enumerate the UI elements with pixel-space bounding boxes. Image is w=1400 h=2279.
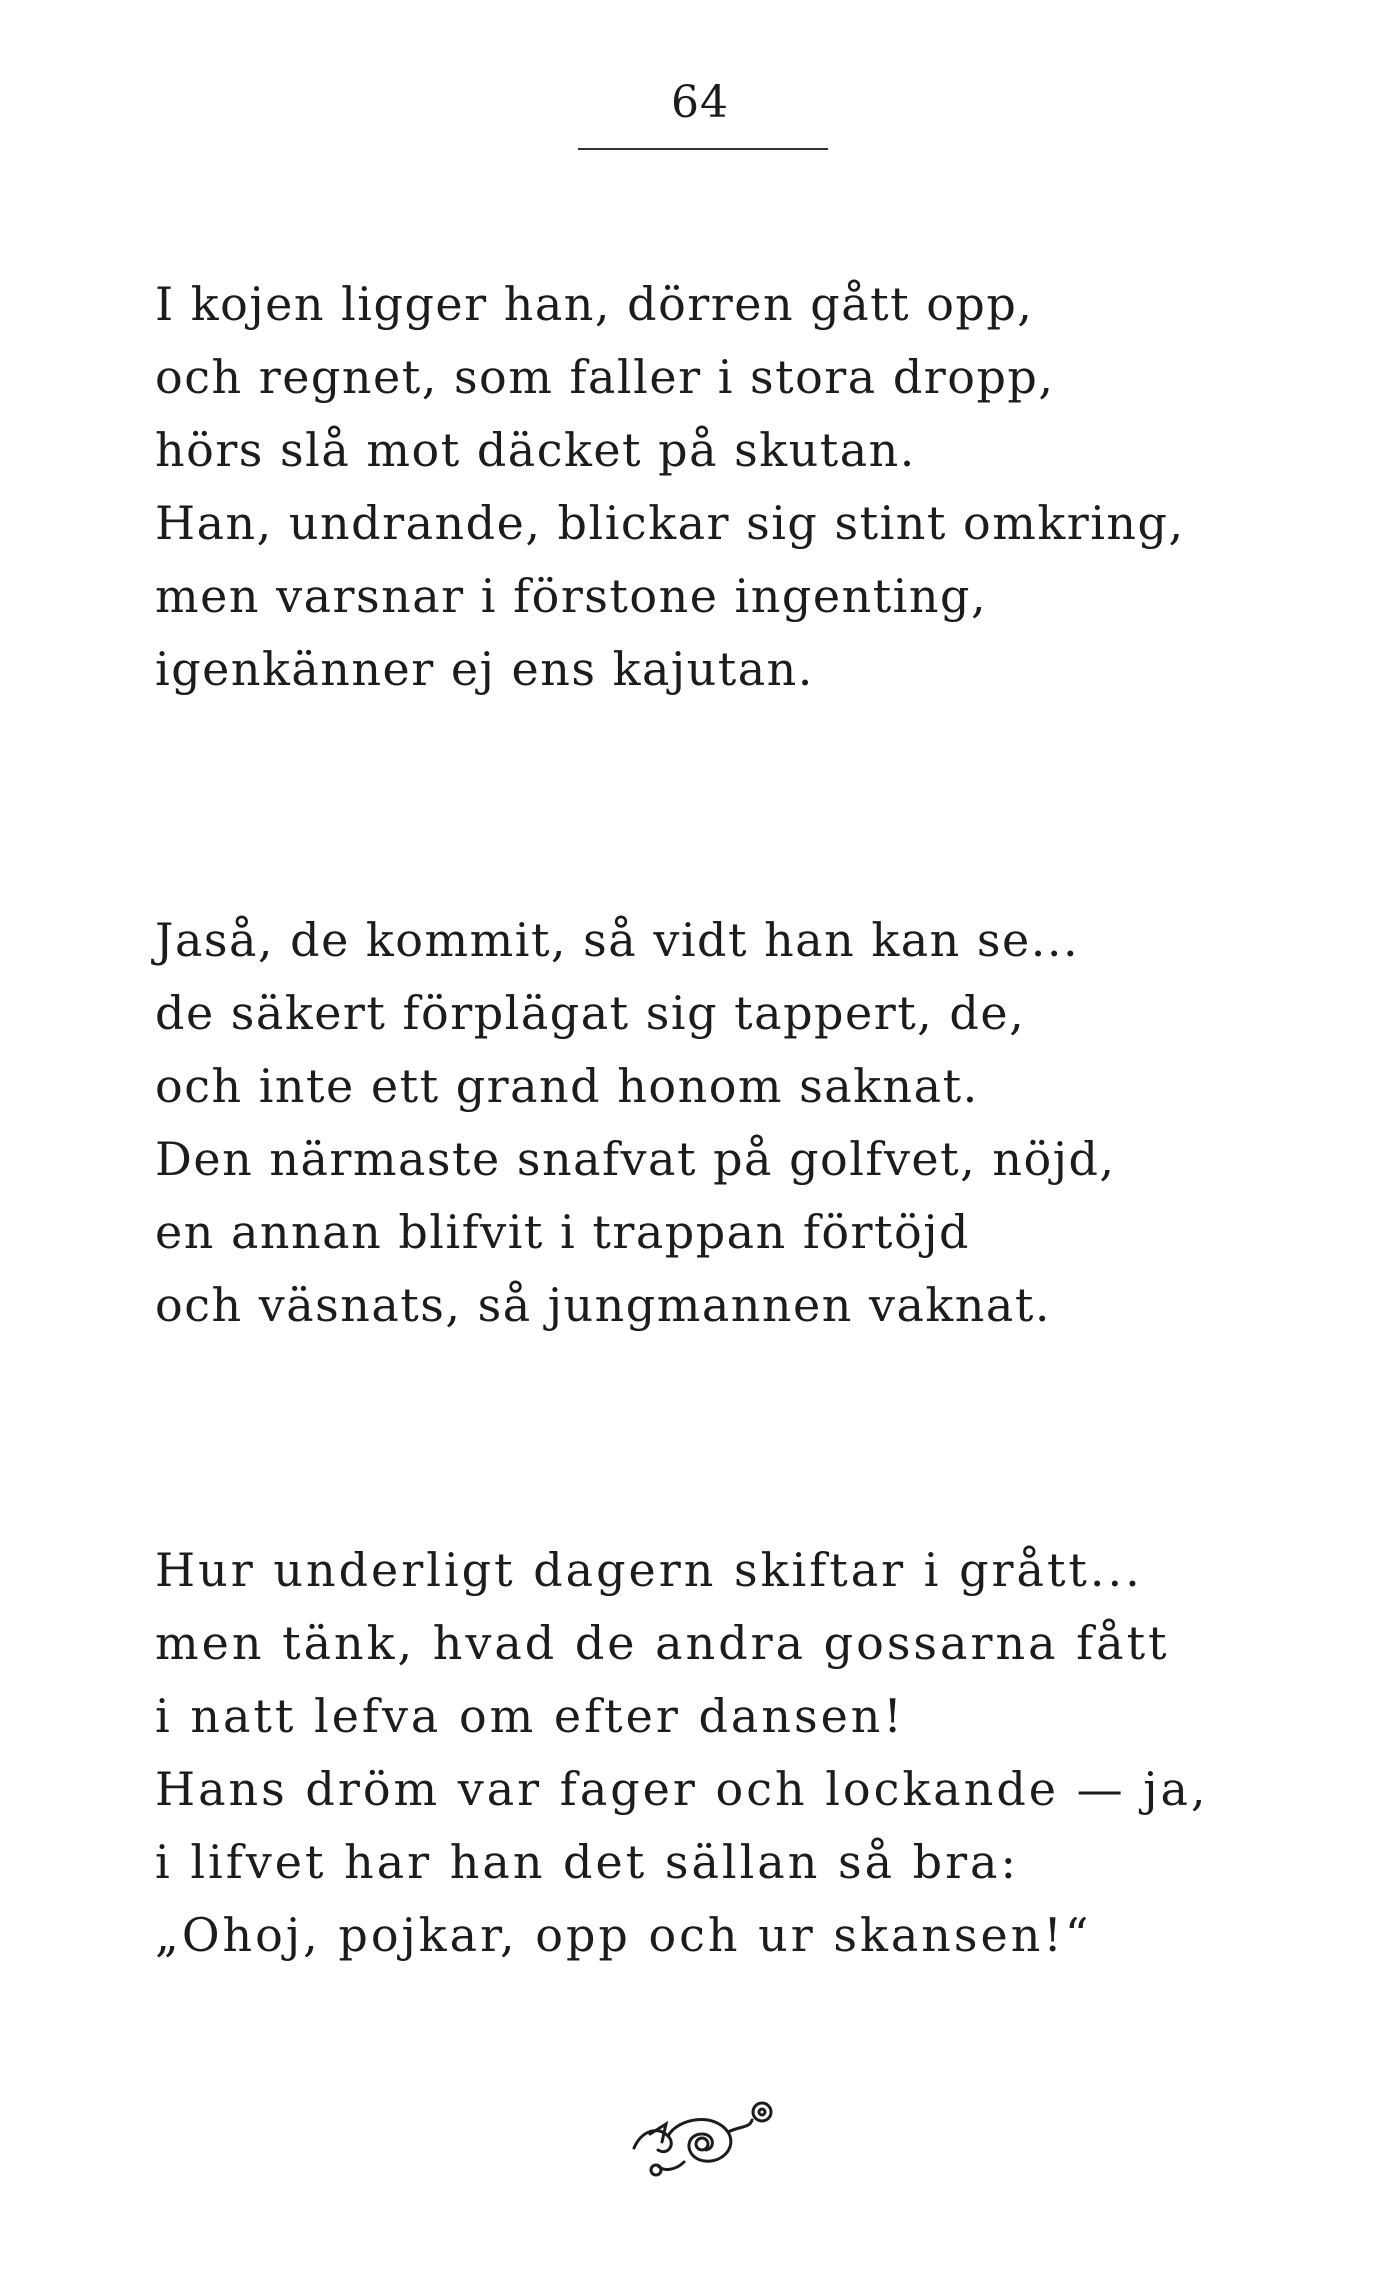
header-rule — [578, 148, 828, 150]
flourish-ornament-icon — [628, 2090, 788, 2180]
verse-line: Han, undrande, blickar sig stint omkring, — [155, 496, 1185, 550]
stanza-2 — [155, 904, 1335, 1342]
verse-line: igenkänner ej ens kajutan. — [155, 642, 814, 696]
verse-line: de säkert förplägat sig tappert, de, — [155, 986, 1026, 1040]
verse-line: en annan blifvit i trappan förtöjd — [155, 1205, 970, 1259]
verse-line: Den närmaste snafvat på golfvet, nöjd, — [155, 1132, 1116, 1186]
stanza-3 — [155, 1534, 1335, 1972]
verse-line: och regnet, som faller i stora dropp, — [155, 350, 1055, 404]
verse-line: „Ohoj, pojkar, opp och ur skansen!“ — [155, 1908, 1092, 1962]
verse-line: men varsnar i förstone ingenting, — [155, 569, 988, 623]
verse-line: I kojen ligger han, dörren gått opp, — [155, 277, 1034, 331]
verse-line: och väsnats, så jungmannen vaknat. — [155, 1278, 1051, 1332]
verse-line: Jaså, de kommit, så vidt han kan se... — [155, 913, 1080, 967]
verse-line: Hur underligt dagern skiftar i grått... — [155, 1543, 1143, 1597]
page-header — [578, 78, 828, 158]
verse-line: hörs slå mot däcket på skutan. — [155, 423, 916, 477]
stanza-1 — [155, 268, 1335, 706]
verse-line: men tänk, hvad de andra gossarna fått — [155, 1616, 1170, 1670]
verse-line: i natt lefva om efter dansen! — [155, 1689, 905, 1743]
verse-line: i lifvet har han det sällan så bra: — [155, 1835, 1019, 1889]
verse-line: Hans dröm var fager och lockande — ja, — [155, 1762, 1209, 1816]
verse-line: och inte ett grand honom saknat. — [155, 1059, 979, 1113]
page-number: 64 — [671, 77, 729, 128]
